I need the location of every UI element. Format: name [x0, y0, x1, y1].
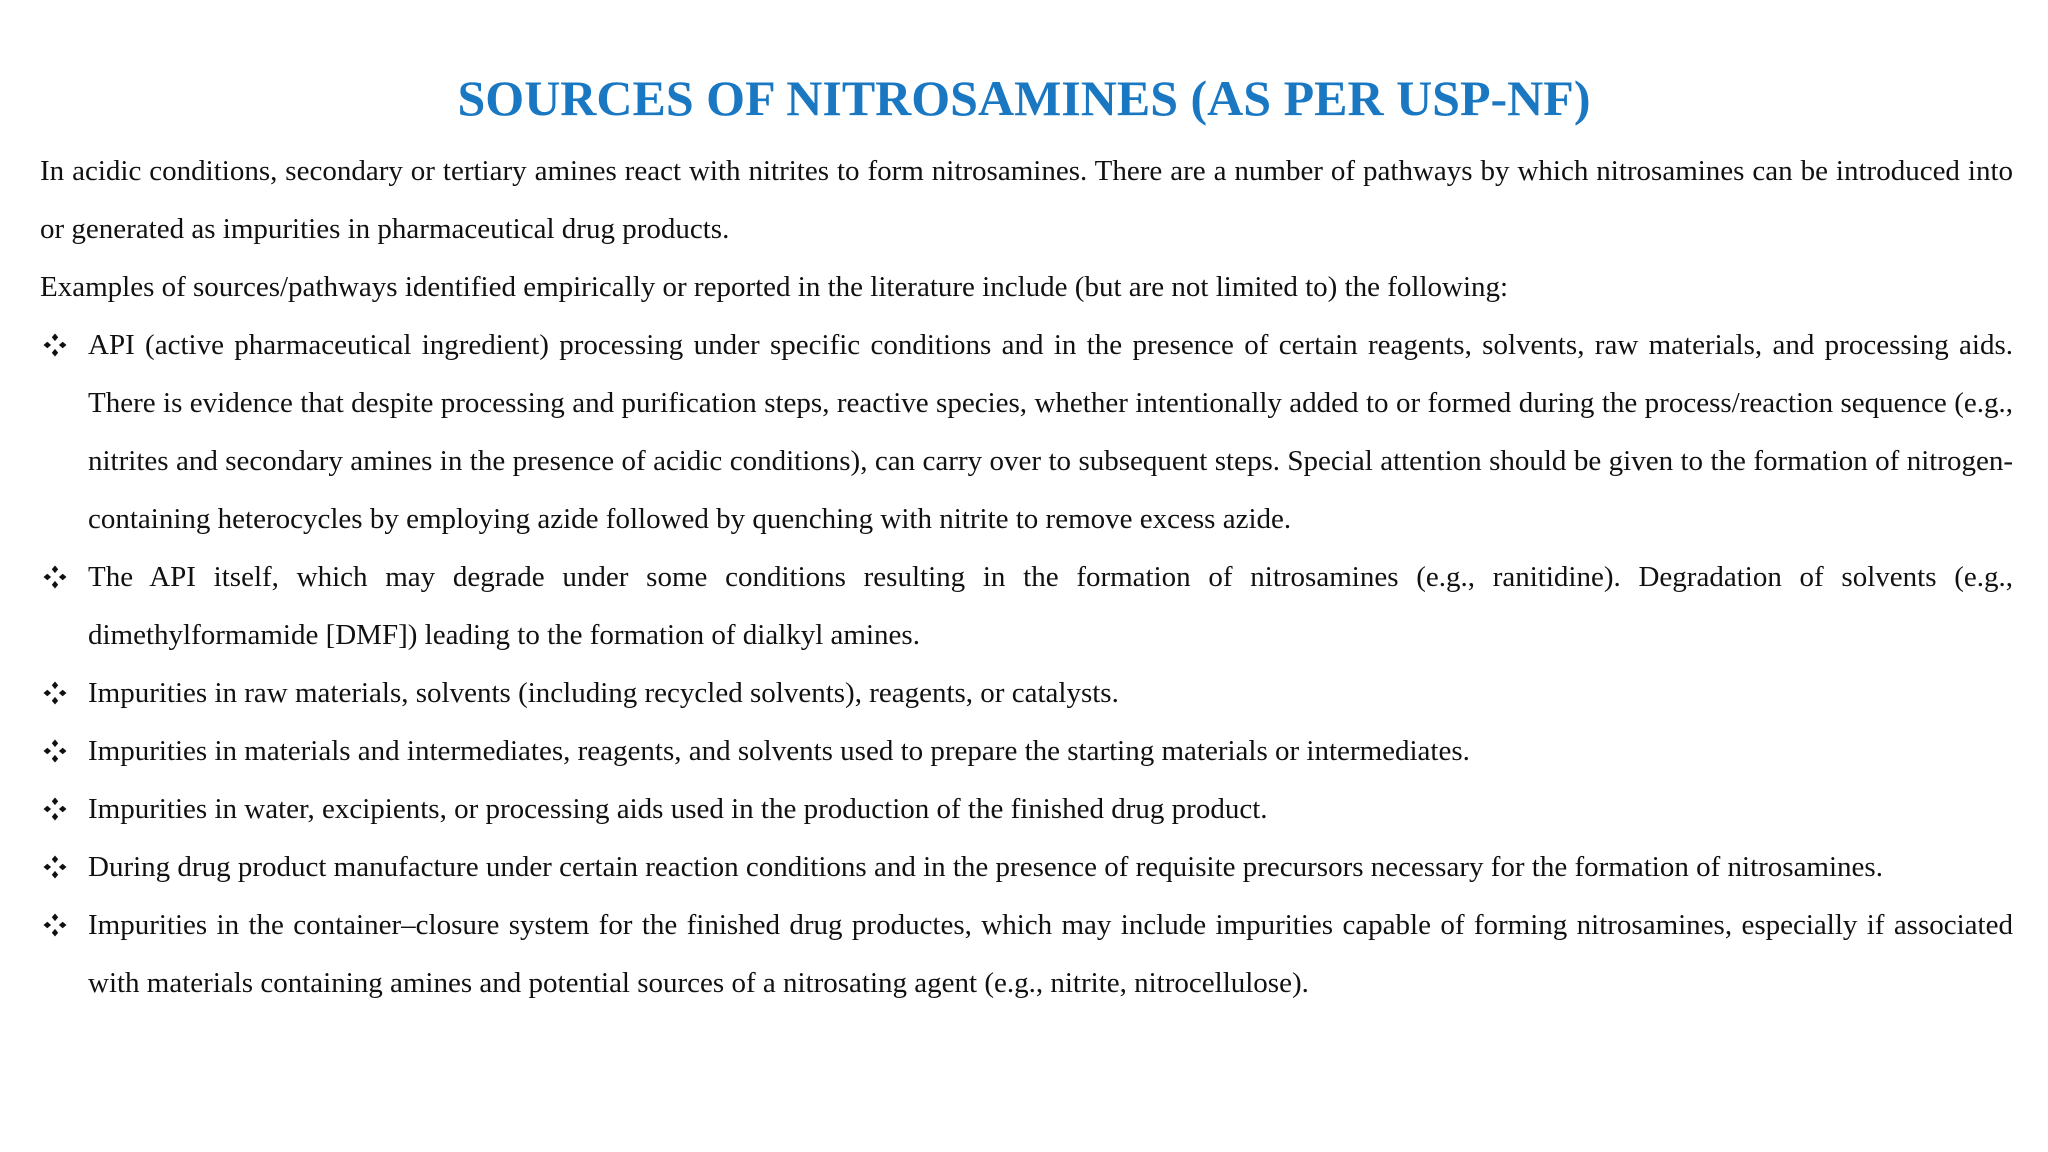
bullet-text: Impurities in materials and intermediates, reagents, and solvents used to prepare the starting materials or intermediates. [88, 735, 1470, 767]
bullet-item [40, 664, 2013, 722]
slide-title: SOURCES OF NITROSAMINES (AS PER USP-NF) [457, 70, 1591, 126]
four-diamond-bullet-icon [40, 722, 70, 780]
bullet-text: Impurities in the container–closure system for the finished drug productes, which may include impurities capable of forming nitrosamines, especially if associated with materials containing amines and potential sources of a nitrosating agent (e.g., nitrite, nitrocellulose). [88, 909, 2013, 999]
sources-bullet-list [40, 316, 2013, 1012]
four-diamond-bullet-icon [40, 896, 70, 954]
bullet-item [40, 838, 2013, 896]
four-diamond-bullet-icon [40, 664, 70, 722]
bullet-text: During drug product manufacture under certain reaction conditions and in the presence of requisite precursors necessary for the formation of nitrosamines. [88, 851, 1883, 883]
four-diamond-bullet-icon [40, 316, 70, 374]
four-diamond-bullet-icon [40, 838, 70, 896]
bullet-text: Impurities in raw materials, solvents (including recycled solvents), reagents, or catalysts. [88, 677, 1119, 709]
bullet-item [40, 316, 2013, 548]
bullet-item [40, 780, 2013, 838]
bullet-item [40, 896, 2013, 1012]
bullet-text: Impurities in water, excipients, or processing aids used in the production of the finished drug product. [88, 793, 1268, 825]
bullet-item [40, 722, 2013, 780]
bullet-text: The API itself, which may degrade under some conditions resulting in the formation of nitrosamines (e.g., ranitidine). Degradation of solvents (e.g., dimethylformamide [DMF]) leading to the formation of dialkyl amines. [88, 561, 2013, 651]
bullet-text: API (active pharmaceutical ingredient) processing under specific conditions and in the presence of certain reagents, solvents, raw materials, and processing aids. There is evidence that despite processing and purification steps, reactive species, whether intentionally added to or formed during the process/reaction sequence (e.g., nitrites and secondary amines in the presence of acidic conditions), can carry over to subsequent steps. Special attention should be given to the formation of nitrogen-containing heterocycles by employing azide followed by quenching with nitrite to remove excess azide. [88, 329, 2013, 535]
intro-paragraph: In acidic conditions, secondary or tertiary amines react with nitrites to form nitrosamines. There are a number of pathways by which nitrosamines can be introduced into or generated as impurities in pharmaceutical drug products. [40, 155, 2013, 245]
examples-lead-paragraph: Examples of sources/pathways identified empirically or reported in the literature include (but are not limited to) the following: [40, 271, 1509, 303]
slide-body [40, 142, 2013, 1012]
four-diamond-bullet-icon [40, 780, 70, 838]
four-diamond-bullet-icon [40, 548, 70, 606]
bullet-item [40, 548, 2013, 664]
